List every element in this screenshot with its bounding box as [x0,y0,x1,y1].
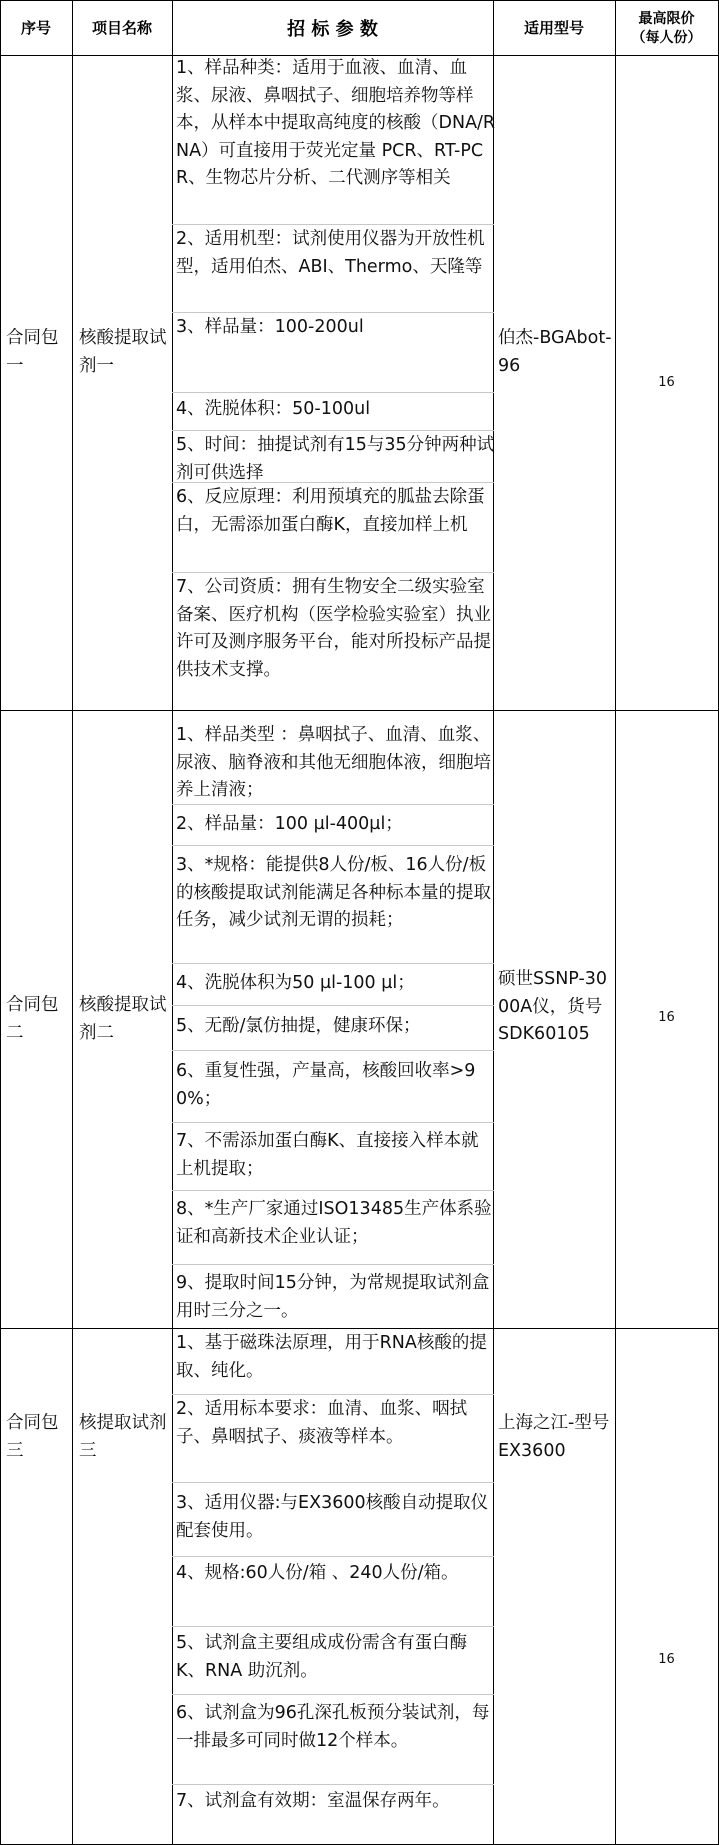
column-divider [615,0,616,1845]
package-divider [0,1328,719,1329]
applicable-model: 伯杰-BGAbot-96 [498,328,612,376]
row-divider [172,1556,494,1557]
package-index: 合同包一 [6,328,59,376]
row-divider [172,224,494,225]
tender-param: 7、试剂盒有效期：室温保存两年。 [176,1791,450,1811]
header-params: 招 标 参 数 [287,19,378,40]
tender-param: 5、试剂盒主要组成成份需含有蛋白酶 K、RNA 助沉剂。 [176,1633,468,1681]
header-model: 适用型号 [523,19,584,37]
tender-param: 5、时间：抽提试剂有15与35分钟两种试剂可供选择 [176,435,495,483]
package-divider [0,710,719,711]
tender-param: 8、*生产厂家通过ISO13485生产体系验证和高新技术企业认证； [176,1199,492,1247]
tender-param: 3、样品量：100-200ul [176,317,364,337]
tender-param: 1、基于磁珠法原理，用于RNA核酸的提取、纯化。 [176,1333,487,1381]
tender-param: 1、样品种类：适用于血液、血清、血浆、尿液、鼻咽拭子、细胞培养物等样本，从样本中提取高纯度的核酸（DNA/RNA）可直接用于荧光定量 PCR、RT-PCR、生物芯片分析、二代测序等相关 [176,58,496,189]
row-divider [172,1190,494,1191]
row-divider [172,1122,494,1123]
header-index: 序号 [20,19,51,37]
row-divider [172,1264,494,1265]
row-divider [172,430,494,431]
tender-param: 2、适用机型：试剂使用仪器为开放性机型，适用伯杰、ABI、Thermo、天隆等 [176,229,485,277]
tender-param: 4、规格:60人份/箱 、240人份/箱。 [176,1563,459,1583]
tender-param: 2、样品量：100 µl-400µl； [176,814,403,834]
row-divider [172,1694,494,1695]
max-price: 16 [658,1652,675,1667]
tender-param: 6、反应原理：利用预填充的胍盐去除蛋白，无需添加蛋白酶K，直接加样上机 [176,487,485,535]
row-divider [172,845,494,846]
row-divider [172,572,494,573]
column-divider [72,0,73,1845]
max-price: 16 [658,1010,675,1025]
max-price: 16 [658,375,675,390]
tender-param: 7、公司资质：拥有生物安全二级实验室备案、医疗机构（医学检验实验室）执业许可及测序服务平台，能对所投标产品提供技术支撑。 [176,577,491,680]
tender-param: 6、试剂盒为96孔深孔板预分装试剂，每一排最多可同时做12个样本。 [176,1703,490,1751]
table-border-top [0,0,719,1]
tender-param: 1、样品类型 ：鼻咽拭子、血清、血浆、尿液、脑脊液和其他无细胞体液，细胞培养上清液； [176,725,491,801]
row-divider [172,1005,494,1006]
row-divider [172,963,494,964]
header-price-unit: （每人份） [631,30,702,46]
tender-param: 3、*规格：能提供8人份/板、16人份/板的核酸提取试剂能满足各种标本量的提取任务，减少试剂无谓的损耗； [176,855,491,931]
applicable-model: 硕世SSNP-3000A仪，货号SDK60105 [498,969,608,1045]
tender-param: 7、不需添加蛋白酶K、直接接入样本就上机提取； [176,1131,479,1179]
row-divider [172,1050,494,1051]
header-project: 项目名称 [91,19,152,37]
project-name: 核酸提取试剂一 [79,328,167,376]
project-name: 核酸提取试剂二 [79,995,167,1043]
row-divider [172,392,494,393]
table-border-left [0,0,1,1845]
tender-param: 9、提取时间15分钟，为常规提取试剂盒用时三分之一。 [176,1273,490,1321]
package-index: 合同包三 [6,1413,59,1461]
column-divider [172,0,173,1845]
row-divider [172,1626,494,1627]
tender-param: 5、无酚/氯仿抽提，健康环保； [176,1016,421,1036]
header-price: 最高限价 [638,11,695,27]
row-divider [172,1784,494,1785]
row-divider [172,1394,494,1395]
project-name: 核提取试剂三 [79,1413,167,1461]
package-index: 合同包二 [6,995,59,1043]
tender-param: 2、适用标本要求：血清、血浆、咽拭子、鼻咽拭子、痰液等样本。 [176,1399,468,1447]
applicable-model: 上海之江-型号EX3600 [498,1413,610,1461]
row-divider [172,1482,494,1483]
tender-param: 6、重复性强，产量高，核酸回收率>90%； [176,1061,476,1109]
tender-param: 3、适用仪器:与EX3600核酸自动提取仪配套使用。 [176,1493,489,1541]
tender-param: 4、洗脱体积为50 µl-100 µl； [176,973,415,993]
row-divider [172,312,494,313]
tender-param: 4、洗脱体积：50-100ul [176,399,371,419]
